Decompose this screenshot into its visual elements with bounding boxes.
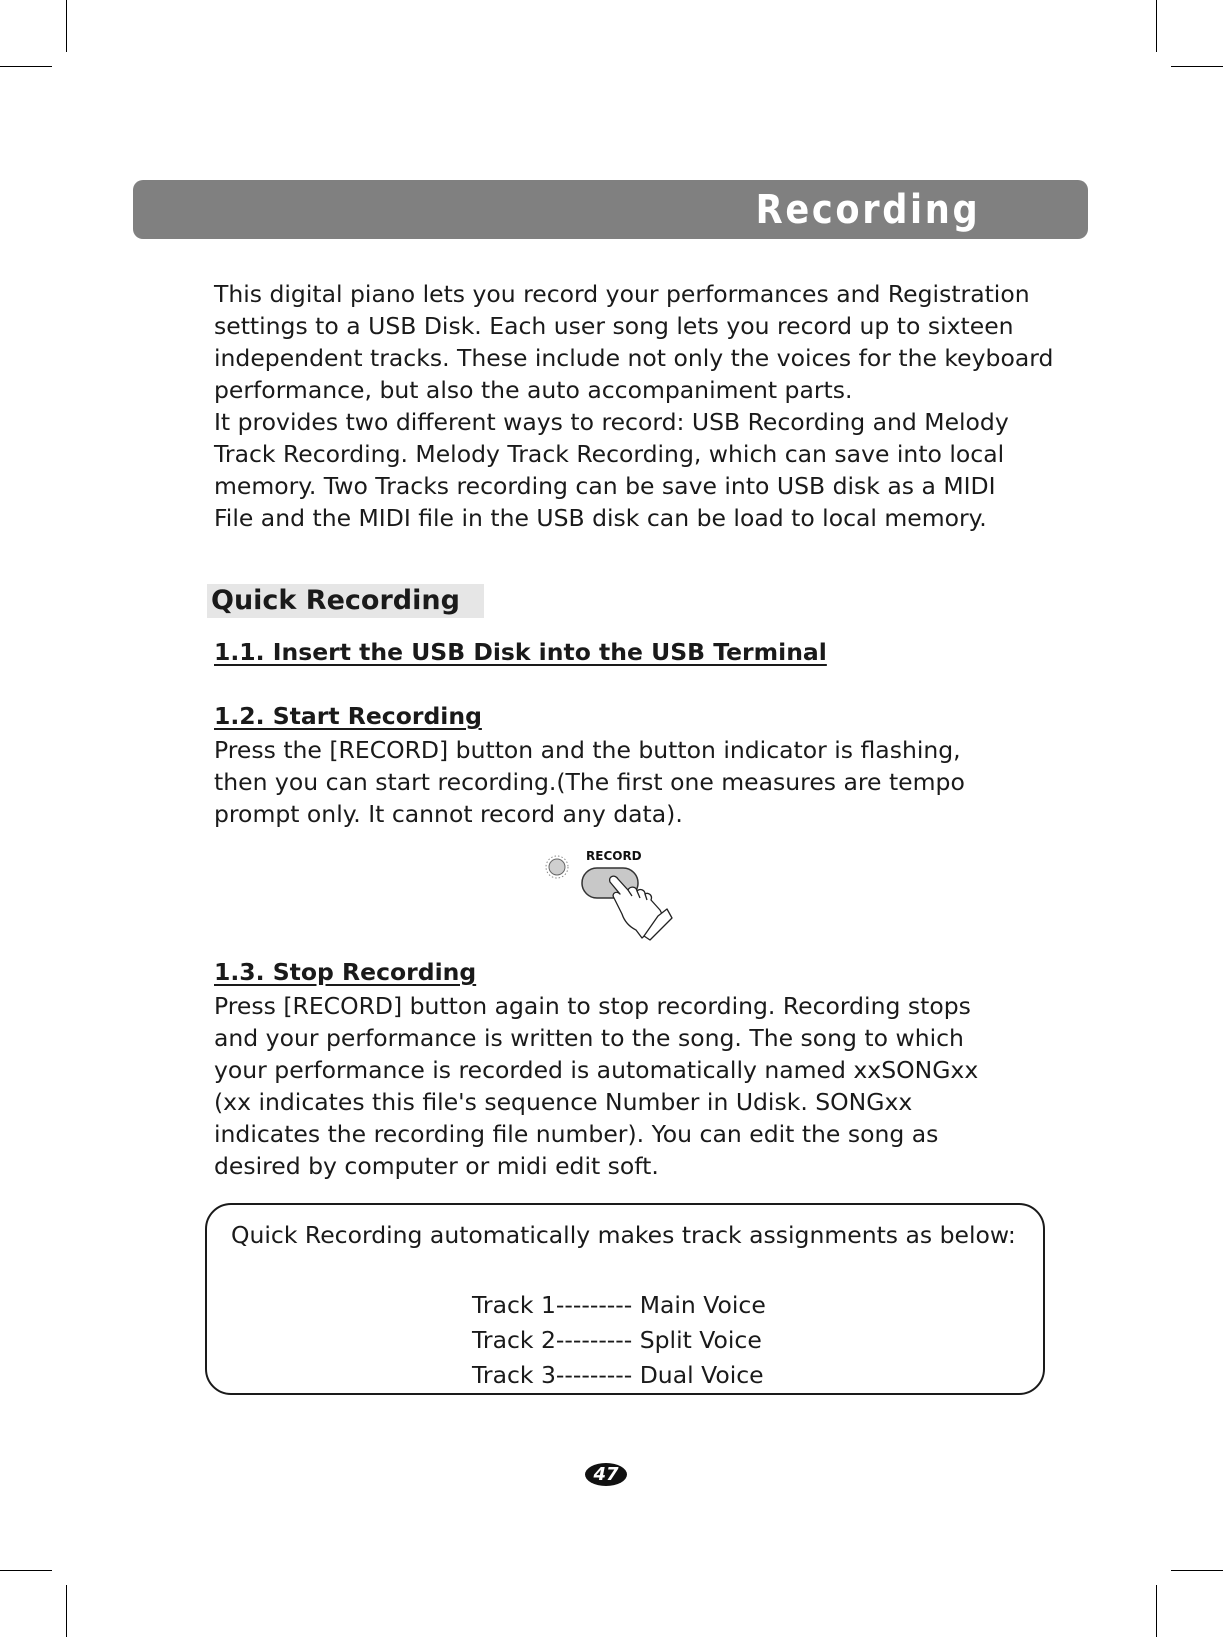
step-heading-insert-usb: 1.1. Insert the USB Disk into the USB Terminal (214, 638, 827, 666)
step-text-line: and your performance is written to the song. The song to which (214, 1024, 964, 1052)
record-button-label: RECORD (586, 849, 642, 863)
step-text-line: prompt only. It cannot record any data). (214, 800, 683, 828)
section-title: Quick Recording (211, 585, 460, 616)
track-assignment-note (205, 1203, 1045, 1395)
intro-line: performance, but also the auto accompaniment parts. (214, 376, 853, 404)
track-assignment-item: Track 1--------- Main Voice (472, 1291, 766, 1319)
crop-mark (0, 1570, 52, 1571)
intro-line: File and the MIDI file in the USB disk can be load to local memory. (214, 504, 987, 532)
step-text-line: Press [RECORD] button again to stop recording. Recording stops (214, 992, 971, 1020)
step-text-line: indicates the recording file number). You can edit the song as (214, 1120, 939, 1148)
crop-mark (1156, 1585, 1157, 1637)
title-bar (133, 180, 1088, 239)
crop-mark (0, 66, 52, 67)
step-heading-start-recording: 1.2. Start Recording (214, 702, 482, 730)
indicator-light-icon (546, 856, 568, 878)
page-number: 47 (593, 1464, 619, 1485)
intro-line: It provides two different ways to record: USB Recording and Melody (214, 408, 1009, 436)
step-text-line: your performance is recorded is automatically named xxSONGxx (214, 1056, 979, 1084)
crop-mark (1171, 66, 1223, 67)
crop-mark (1156, 0, 1157, 52)
intro-line: memory. Two Tracks recording can be save into USB disk as a MIDI (214, 472, 996, 500)
step-heading-stop-recording: 1.3. Stop Recording (214, 958, 477, 986)
note-intro: Quick Recording automatically makes track assignments as below: (231, 1221, 1016, 1249)
track-assignment-item: Track 2--------- Split Voice (472, 1326, 762, 1354)
crop-mark (66, 0, 67, 52)
hand-pressing-icon (610, 876, 672, 940)
page-number-badge (585, 1463, 627, 1486)
page-title: Recording (755, 187, 980, 233)
step-text-line: Press the [RECORD] button and the button indicator is flashing, (214, 736, 961, 764)
step-text-line: then you can start recording.(The first one measures are tempo (214, 768, 965, 796)
step-text-line: (xx indicates this file's sequence Number in Udisk. SONGxx (214, 1088, 913, 1116)
crop-mark (1171, 1570, 1223, 1571)
track-assignment-item: Track 3--------- Dual Voice (472, 1361, 764, 1389)
record-button-illustration (540, 846, 690, 941)
intro-line: Track Recording. Melody Track Recording, which can save into local (214, 440, 1005, 468)
crop-mark (66, 1585, 67, 1637)
step-text-line: desired by computer or midi edit soft. (214, 1152, 659, 1180)
intro-line: settings to a USB Disk. Each user song lets you record up to sixteen (214, 312, 1014, 340)
intro-line: This digital piano lets you record your performances and Registration (214, 280, 1030, 308)
section-heading (207, 584, 484, 618)
intro-line: independent tracks. These include not only the voices for the keyboard (214, 344, 1054, 372)
